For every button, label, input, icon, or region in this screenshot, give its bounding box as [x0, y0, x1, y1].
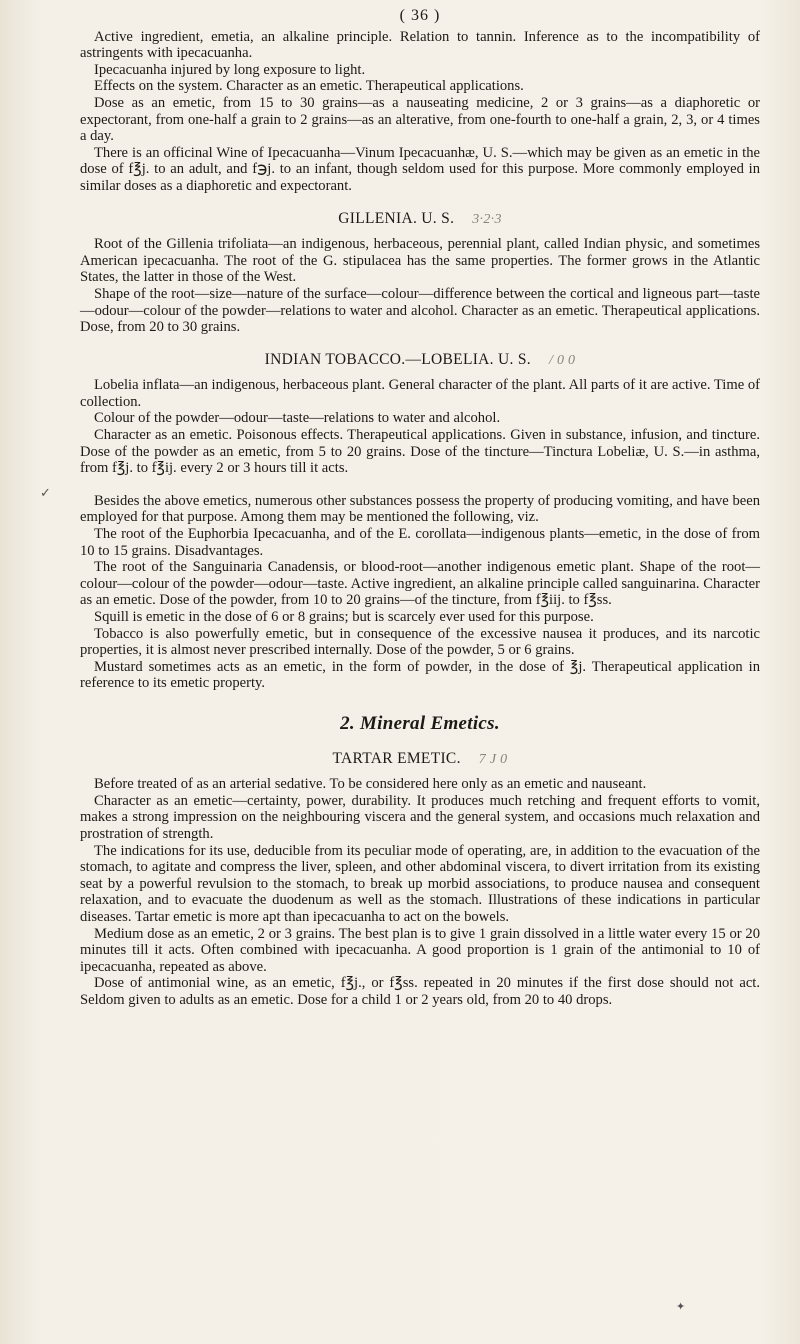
paragraph: The indications for its use, deducible from its peculiar mode of operating, are, in addition to the evacuation of the stomach, to agitate and compress the liver, spleen, and other abdominal viscera, to divert irritation from its existing seat by a powerful revulsion to the stomach, to break up morbid associations, to produce nausea and consequent relaxation, and to evacuate the duodenum as well as the stomach. Illustrations of these indications in particular diseases. Tartar emetic is more apt than ipecacuanha to act on the bowels. [80, 842, 760, 925]
paragraph: Character as an emetic. Poisonous effects. Therapeutical applications. Given in substance, infusion, and tincture. Dose of the powder as an emetic, from 5 to 20 grains. Dose of the tincture—Tinctura Lobeliæ, U. S.—in asthma, from f℥j. to f℥ij. every 2 or 3 hours till it acts. [80, 427, 760, 477]
margin-check-mark: ✓ [40, 485, 51, 500]
section-heading [80, 751, 760, 769]
paragraph: Tobacco is also powerfully emetic, but in consequence of the excessive nausea it produces, and its narcotic properties, it is almost never prescribed internally. Dose of the powder, 5 or 6 grains. [80, 625, 760, 659]
paragraph: Mustard sometimes acts as an emetic, in the form of powder, in the dose of ℥j. Therapeutical application in reference to its emetic property. [80, 658, 760, 692]
paragraph: Besides the above emetics, numerous other substances possess the property of producing vomiting, and have been employed for that purpose. Among them may be mentioned the following, viz. [80, 492, 760, 526]
tartar-emetic-heading: TARTAR EMETIC. [332, 749, 461, 767]
page-body [80, 8, 760, 1008]
other-emetics-section [80, 493, 760, 692]
paragraph: Dose as an emetic, from 15 to 30 grains—as a nauseating medicine, 2 or 3 grains—as a diaphoretic or expectorant, from one-half a grain to 2 grains—as an alterative, from one-fourth to one-half a grain, 2, 3, or 4 times a day. [80, 94, 760, 145]
paragraph: Colour of the powder—odour—taste—relations to water and alcohol. [94, 410, 501, 427]
paragraph: Shape of the root—size—nature of the surface—colour—difference between the cortical and ligneous part—taste—odour—colour of the powder—relations to water and alcohol. Character as an emetic. Therapeutical applications. Dose, from 20 to 30 grains. [80, 285, 760, 336]
paragraph: The root of the Sanguinaria Canadensis, or blood-root—another indigenous emetic plant. Shape of the root—colour—colour of the powder—odour—taste. Active ingredient, an alkaline principle called sanguinarina. Character as an emetic. Dose of the powder, from 10 to 20 grains—of the tincture, from f℥iij. to f℥ss. [80, 559, 760, 609]
paragraph: Ipecacuanha injured by long exposure to light. [94, 61, 366, 78]
handwritten-annotation: / 0 0 [548, 352, 576, 368]
paragraph: Lobelia inflata—an indigenous, herbaceous plant. General character of the plant. All parts of it are active. Time of collection. [80, 377, 760, 410]
paragraph: Dose of antimonial wine, as an emetic, f℥j., or f℥ss. repeated in 20 minutes if the first dose should not act. Seldom given to adults as an emetic. Dose for a child 1 or 2 years old, from 20 to 40 drops. [80, 975, 760, 1008]
section-heading [80, 211, 760, 229]
lobelia-heading: INDIAN TOBACCO.—LOBELIA. U. S. [264, 350, 531, 368]
handwritten-annotation: 7 J 0 [478, 751, 508, 767]
paragraph: Squill is emetic in the dose of 6 or 8 grains; but is scarcely ever used for this purpose. [94, 609, 594, 625]
paragraph: Effects on the system. Character as an emetic. Therapeutical applications. [94, 78, 524, 95]
handwritten-annotation: 3·2·3 [472, 211, 502, 227]
section-heading [80, 352, 760, 370]
footer-ornament: ✦ [676, 1301, 686, 1313]
gillenia-heading: GILLENIA. U. S. [338, 209, 455, 227]
paragraph: Root of the Gillenia trifoliata—an indigenous, herbaceous, perennial plant, called Indian physic, and sometimes American ipecacuanha. The root of the G. stipulacea has the same properties. The former grows in the Atlantic States, the latter in those of the West. [80, 236, 760, 286]
lobelia-section [80, 352, 760, 477]
paragraph: Medium dose as an emetic, 2 or 3 grains. The best plan is to give 1 grain dissolved in a little water every 15 or 20 minutes till it acts. Often combined with ipecacuanha. A good proportion is 1 grain of the antimonial to 10 of ipecacuanha, repeated as above. [80, 925, 760, 975]
page-number: ( 36 ) [399, 7, 441, 24]
paragraph: Before treated of as an arterial sedative. To be considered here only as an emetic and nauseant. [94, 776, 647, 793]
ipecacuanha-continued [80, 29, 760, 195]
paragraph: The root of the Euphorbia Ipecacuanha, and of the E. corollata—indigenous plants—emetic, in the dose of from 10 to 15 grains. Disadvantages. [80, 526, 760, 559]
mineral-emetics-section [80, 712, 760, 1009]
paragraph: Character as an emetic—certainty, power, durability. It produces much retching and frequent efforts to vomit, makes a strong impression on the neighbouring viscera and the general system, and occasions much relaxation and prostration of strength. [80, 792, 760, 842]
paragraph: There is an officinal Wine of Ipecacuanha—Vinum Ipecacuanhæ, U. S.—which may be given as an emetic in the dose of f℥j. to an adult, and f℈j. to an infant, though seldom used for this purpose. More commonly employed in similar doses as a diaphoretic and expectorant. [80, 144, 760, 194]
paragraph: Active ingredient, emetia, an alkaline principle. Relation to tannin. Inference as to the incompatibility of astringents with ipecacuanha. [80, 28, 760, 62]
gillenia-section [80, 211, 760, 336]
mineral-emetics-heading: 2. Mineral Emetics. [340, 712, 500, 734]
